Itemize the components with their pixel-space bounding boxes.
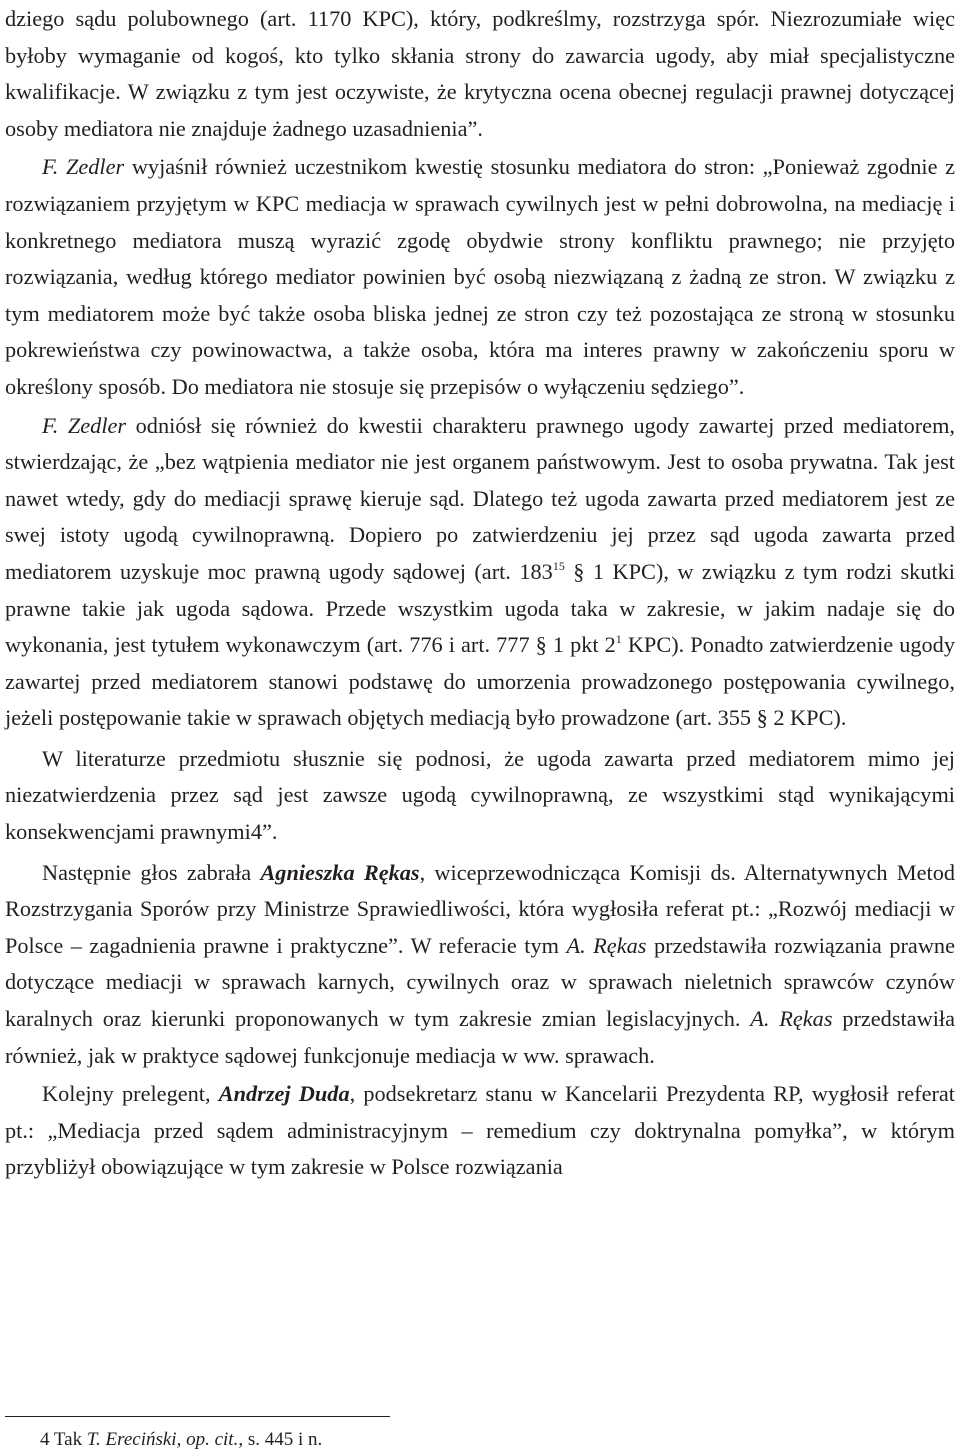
- paragraph-6: [5, 1076, 955, 1186]
- text-run: Kolejny prelegent,: [42, 1081, 219, 1107]
- italic-text: A. Rękas: [566, 932, 647, 958]
- person-name: Andrzej Duda: [218, 1081, 350, 1107]
- text-run: przedstawiła rozwiązania prawne dotyczące mediacji w sprawach karnych, cywilnych oraz w sprawach nieletnich sprawców czynów karalnych oraz kierunki proponowanych w tym zakresie zmian legislacyjnych.: [5, 932, 955, 1032]
- text-run: odniósł się również do kwestii charakteru prawnego ugody zawartej przed mediatorem, stwierdzając, że „bez wątpienia mediator nie jest organem państwowym. Jest to osoba prywatna. Tak jest nawet wtedy, gdy do mediacji sprawę kieruje sąd. Dlatego też ugoda zawarta przed mediatorem jest ze swej istoty ugodą cywilnoprawną. Dopiero po zatwierdzeniu jej przez sąd ugoda zawarta przed mediatorem uzyskuje moc prawną ugody sądowej (art. 183: [5, 412, 955, 584]
- paragraph-1: [5, 0, 955, 147]
- person-name: Agnieszka Rękas: [260, 859, 420, 885]
- text-run: , podsekretarz stanu w Kancelarii Prezydenta RP, wygłosił referat pt.: „Mediacja przed sądem administracyjnym – remedium czy doktrynalna pomyłka”, w którym przybliżył obowiązujące w tym zakresie w Polsce rozwiązania: [5, 1081, 955, 1180]
- footnote-separator: [5, 1416, 390, 1417]
- text-run: przedstawiła również, jak w praktyce sądowej funkcjonuje mediacja w ww. sprawach.: [5, 1006, 955, 1068]
- superscript: 15: [552, 558, 565, 573]
- document-page: [5, 0, 955, 1186]
- paragraph-5: [5, 855, 955, 1075]
- italic-text: A. Rękas: [750, 1006, 833, 1032]
- paragraph-4: [5, 741, 955, 851]
- paragraph-3: [5, 408, 955, 737]
- italic-text: T. Ereciński, op. cit.: [86, 1429, 239, 1450]
- text-run: , wiceprzewodnicząca Komisji ds. Alternatywnych Metod Rozstrzygania Sporów przy Ministrze Sprawiedliwości, która wygłosiła referat pt.: „Rozwój mediacji w Polsce – zagadnienia prawne i praktyczne”. W referacie tym: [5, 859, 956, 958]
- text-run: , s. 445 i n.: [238, 1429, 323, 1450]
- text-run: dziego sądu polubownego (art. 1170 KPC), który, podkreślmy, rozstrzyga spór. Niezrozumiałe więc byłoby wymaganie od kogoś, kto tylko skłania strony do zawarcia ugody, aby miał specjalistyczne kwalifikacje. W związku z tym jest oczywiste, że krytyczna ocena obecnej regulacji prawnej dotyczącej osoby mediatora nie znajduje żadnego uzasadnienia”.: [5, 6, 955, 141]
- text-run: Następnie głos zabrała: [42, 859, 261, 885]
- italic-text: F. Zedler: [42, 412, 127, 438]
- italic-text: F. Zedler: [42, 154, 125, 180]
- text-run: § 1 KPC), w związku z tym rodzi skutki prawne takie jak ugoda sądowa. Przede wszystkim ugoda taka w zakresie, w jakim nadaje się do wykonania, jest tytułem wykonawczym (art. 776 i art. 777 § 1 pkt 2: [5, 558, 955, 658]
- text-run: KPC). Ponadto zatwierdzenie ugody zawartej przed mediatorem stanowi podstawę do umorzenia prowadzonego postępowania cywilnego, jeżeli postępowanie takie w sprawach objętych mediacją było prowadzone (art. 355 § 2 KPC).: [5, 632, 955, 731]
- superscript: 1: [615, 632, 622, 647]
- footnote-4: [40, 1428, 322, 1452]
- text-run: W literaturze przedmiotu słusznie się podnosi, że ugoda zawarta przed mediatorem mimo jej niezatwierdzenia przez sąd jest zawsze ugodą cywilnoprawną, ze wszystkimi stąd wynikającymi konsekwencjami prawnymi4”.: [5, 745, 955, 845]
- text-run: wyjaśnił również uczestnikom kwestię stosunku mediatora do stron: „Ponieważ zgodnie z rozwiązaniem przyjętym w KPC mediacja w sprawach cywilnych jest w pełni dobrowolna, na mediację i konkretnego mediatora muszą wyrazić zgodę obydwie strony konfliktu prawnego; nie przyjęto rozwiązania, według którego mediator powinien być osobą niezwiązaną z żadną ze stron. W związku z tym mediatorem może być także osoba bliska jednej ze stron czy też pozostająca ze stroną w stosunku pokrewieństwa czy powinowactwa, a także osoba, która ma interes prawny w zakończeniu sporu w określony sposób. Do mediatora nie stosuje się przepisów o wyłączeniu sędziego”.: [5, 154, 955, 399]
- paragraph-2: [5, 149, 955, 405]
- text-run: 4 Tak: [40, 1429, 87, 1450]
